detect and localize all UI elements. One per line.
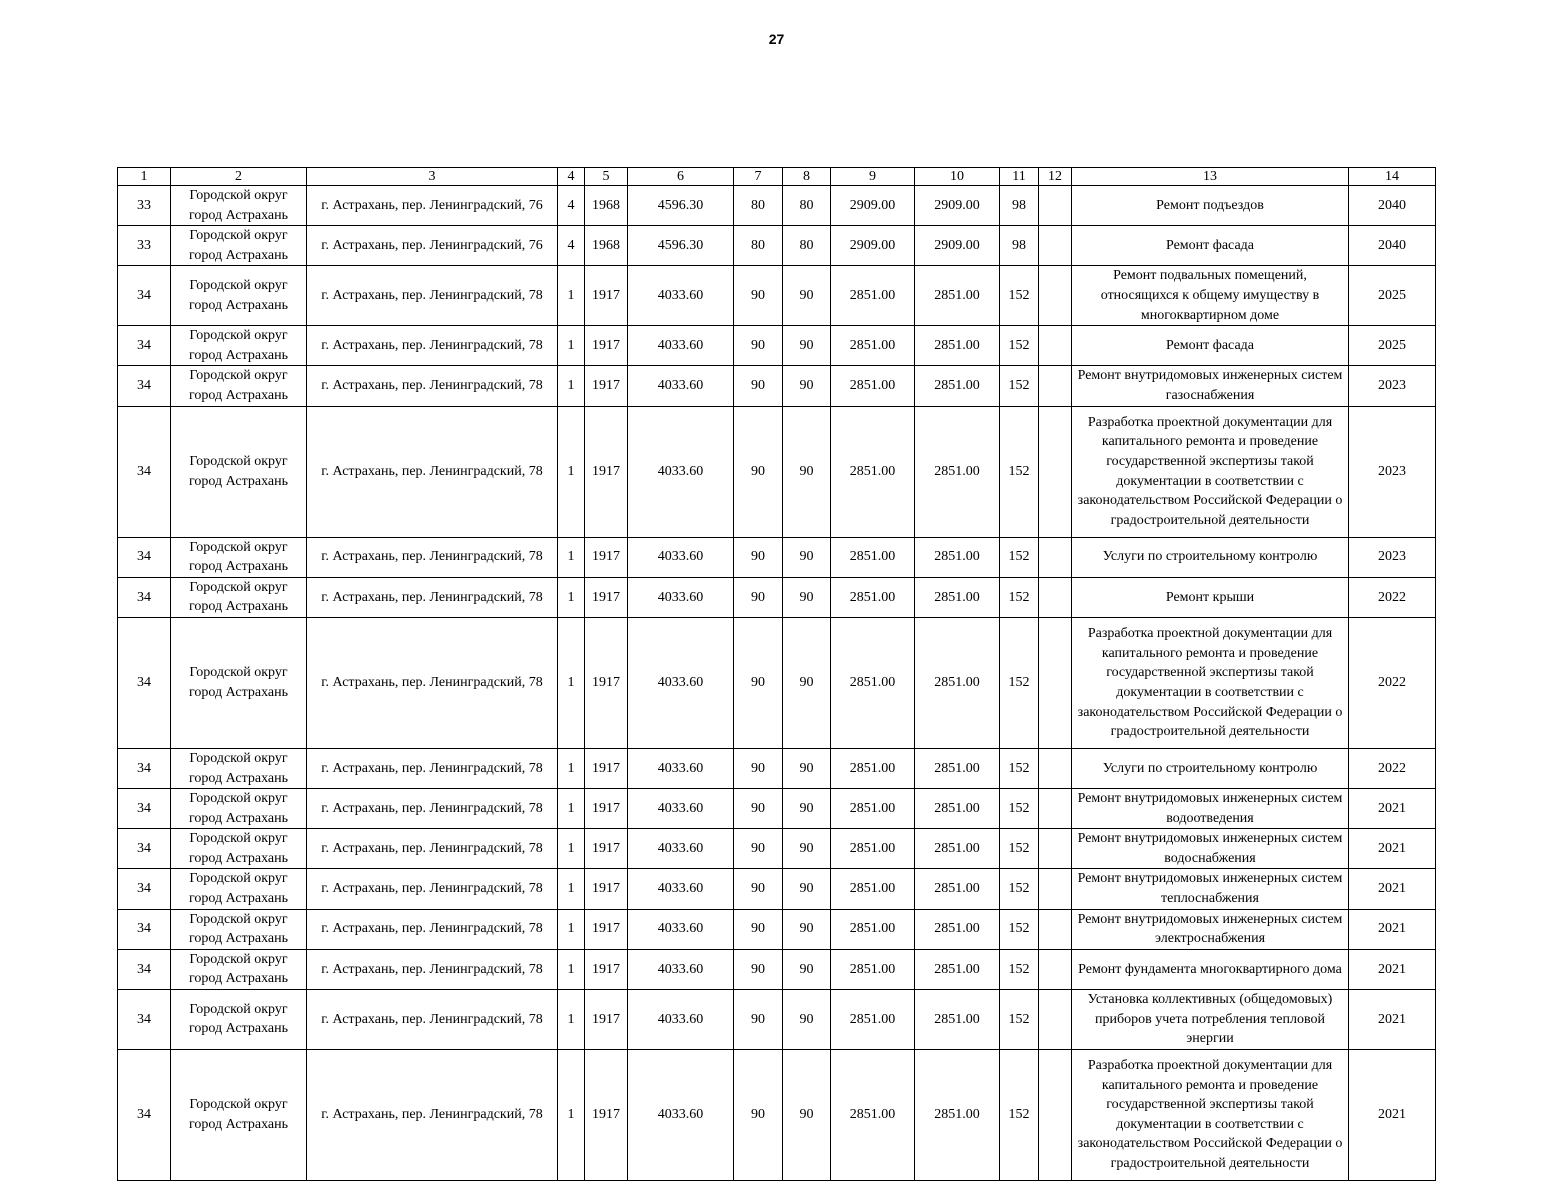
address-cell: г. Астрахань, пер. Ленинградский, 76 (307, 186, 558, 226)
municipality-cell: Городской округ город Астрахань (171, 226, 307, 266)
total-area-cell: 4033.60 (628, 366, 734, 406)
address-cell: г. Астрахань, пер. Ленинградский, 78 (307, 326, 558, 366)
floors-cell: 1 (558, 617, 585, 748)
owners-area-cell: 2851.00 (915, 537, 1000, 577)
residential-premises-cell: 90 (734, 949, 783, 989)
table-row (118, 366, 1436, 406)
year-cell: 1917 (585, 789, 628, 829)
total-area-cell: 4033.60 (628, 266, 734, 326)
living-area-cell: 2851.00 (831, 869, 915, 909)
municipality-cell: Городской округ город Астрахань (171, 869, 307, 909)
owners-area-cell: 2909.00 (915, 186, 1000, 226)
plan-year-cell: 2040 (1349, 186, 1436, 226)
empty-cell (1039, 366, 1072, 406)
empty-cell (1039, 617, 1072, 748)
owners-area-cell: 2851.00 (915, 829, 1000, 869)
column-number-row (118, 168, 1436, 186)
year-cell: 1917 (585, 748, 628, 788)
table-body (118, 168, 1436, 1181)
municipality-cell: Городской округ город Астрахань (171, 406, 307, 537)
apartments-cell: 90 (783, 990, 831, 1050)
owners-area-cell: 2851.00 (915, 869, 1000, 909)
table-row (118, 577, 1436, 617)
column-header: 14 (1349, 168, 1436, 186)
municipality-cell: Городской округ город Астрахань (171, 266, 307, 326)
total-area-cell: 4033.60 (628, 748, 734, 788)
work-type-cell: Ремонт внутридомовых инженерных систем газоснабжения (1072, 366, 1349, 406)
table-row (118, 748, 1436, 788)
total-area-cell: 4033.60 (628, 909, 734, 949)
municipality-cell: Городской округ город Астрахань (171, 577, 307, 617)
residents-cell: 152 (1000, 829, 1039, 869)
column-header: 4 (558, 168, 585, 186)
row-number-cell: 34 (118, 909, 171, 949)
floors-cell: 1 (558, 577, 585, 617)
plan-year-cell: 2040 (1349, 226, 1436, 266)
row-number-cell: 34 (118, 1049, 171, 1180)
row-number-cell: 34 (118, 869, 171, 909)
apartments-cell: 90 (783, 949, 831, 989)
column-header: 7 (734, 168, 783, 186)
plan-year-cell: 2021 (1349, 949, 1436, 989)
row-number-cell: 34 (118, 366, 171, 406)
row-number-cell: 34 (118, 990, 171, 1050)
table-row (118, 226, 1436, 266)
owners-area-cell: 2851.00 (915, 366, 1000, 406)
plan-year-cell: 2025 (1349, 326, 1436, 366)
apartments-cell: 90 (783, 366, 831, 406)
work-type-cell: Ремонт внутридомовых инженерных систем электроснабжения (1072, 909, 1349, 949)
address-cell: г. Астрахань, пер. Ленинградский, 78 (307, 266, 558, 326)
year-cell: 1917 (585, 366, 628, 406)
floors-cell: 4 (558, 186, 585, 226)
municipality-cell: Городской округ город Астрахань (171, 617, 307, 748)
plan-year-cell: 2021 (1349, 829, 1436, 869)
column-header: 12 (1039, 168, 1072, 186)
empty-cell (1039, 406, 1072, 537)
municipality-cell: Городской округ город Астрахань (171, 366, 307, 406)
floors-cell: 1 (558, 829, 585, 869)
residential-premises-cell: 90 (734, 789, 783, 829)
residential-premises-cell: 90 (734, 990, 783, 1050)
plan-year-cell: 2021 (1349, 909, 1436, 949)
living-area-cell: 2909.00 (831, 226, 915, 266)
living-area-cell: 2851.00 (831, 366, 915, 406)
empty-cell (1039, 829, 1072, 869)
plan-year-cell: 2022 (1349, 577, 1436, 617)
floors-cell: 1 (558, 990, 585, 1050)
plan-year-cell: 2022 (1349, 617, 1436, 748)
residential-premises-cell: 90 (734, 577, 783, 617)
residents-cell: 152 (1000, 366, 1039, 406)
municipality-cell: Городской округ город Астрахань (171, 949, 307, 989)
total-area-cell: 4033.60 (628, 949, 734, 989)
address-cell: г. Астрахань, пер. Ленинградский, 78 (307, 789, 558, 829)
living-area-cell: 2851.00 (831, 990, 915, 1050)
municipality-cell: Городской округ город Астрахань (171, 789, 307, 829)
apartments-cell: 90 (783, 869, 831, 909)
table-row (118, 909, 1436, 949)
column-header: 1 (118, 168, 171, 186)
address-cell: г. Астрахань, пер. Ленинградский, 78 (307, 406, 558, 537)
row-number-cell: 34 (118, 617, 171, 748)
address-cell: г. Астрахань, пер. Ленинградский, 78 (307, 869, 558, 909)
year-cell: 1917 (585, 577, 628, 617)
residential-premises-cell: 80 (734, 186, 783, 226)
residential-premises-cell: 90 (734, 366, 783, 406)
plan-year-cell: 2023 (1349, 537, 1436, 577)
owners-area-cell: 2851.00 (915, 789, 1000, 829)
column-header: 3 (307, 168, 558, 186)
residents-cell: 152 (1000, 406, 1039, 537)
table-row (118, 789, 1436, 829)
empty-cell (1039, 748, 1072, 788)
row-number-cell: 34 (118, 949, 171, 989)
floors-cell: 1 (558, 949, 585, 989)
apartments-cell: 90 (783, 1049, 831, 1180)
owners-area-cell: 2851.00 (915, 406, 1000, 537)
empty-cell (1039, 326, 1072, 366)
year-cell: 1968 (585, 186, 628, 226)
table-row (118, 266, 1436, 326)
apartments-cell: 80 (783, 226, 831, 266)
table-row (118, 186, 1436, 226)
floors-cell: 1 (558, 326, 585, 366)
residential-premises-cell: 90 (734, 748, 783, 788)
year-cell: 1917 (585, 869, 628, 909)
total-area-cell: 4033.60 (628, 537, 734, 577)
year-cell: 1917 (585, 266, 628, 326)
apartments-cell: 90 (783, 266, 831, 326)
residents-cell: 152 (1000, 909, 1039, 949)
work-type-cell: Разработка проектной документации для капитального ремонта и проведение государственной экспертизы такой документации в соответствии с законодательством Российской Федерации о градостроительной деятельности (1072, 617, 1349, 748)
work-type-cell: Ремонт внутридомовых инженерных систем водоснабжения (1072, 829, 1349, 869)
work-type-cell: Установка коллективных (общедомовых) приборов учета потребления тепловой энергии (1072, 990, 1349, 1050)
living-area-cell: 2851.00 (831, 537, 915, 577)
empty-cell (1039, 949, 1072, 989)
residents-cell: 152 (1000, 577, 1039, 617)
table-row (118, 829, 1436, 869)
total-area-cell: 4033.60 (628, 829, 734, 869)
work-type-cell: Ремонт подъездов (1072, 186, 1349, 226)
table-row (118, 1049, 1436, 1180)
municipality-cell: Городской округ город Астрахань (171, 990, 307, 1050)
apartments-cell: 90 (783, 577, 831, 617)
work-type-cell: Ремонт фасада (1072, 326, 1349, 366)
total-area-cell: 4596.30 (628, 186, 734, 226)
column-header: 10 (915, 168, 1000, 186)
work-type-cell: Ремонт внутридомовых инженерных систем водоотведения (1072, 789, 1349, 829)
row-number-cell: 34 (118, 266, 171, 326)
residents-cell: 152 (1000, 537, 1039, 577)
municipality-cell: Городской округ город Астрахань (171, 326, 307, 366)
floors-cell: 1 (558, 366, 585, 406)
plan-year-cell: 2021 (1349, 789, 1436, 829)
work-type-cell: Разработка проектной документации для капитального ремонта и проведение государственной экспертизы такой документации в соответствии с законодательством Российской Федерации о градостроительной деятельности (1072, 406, 1349, 537)
address-cell: г. Астрахань, пер. Ленинградский, 78 (307, 577, 558, 617)
row-number-cell: 34 (118, 748, 171, 788)
table-row (118, 326, 1436, 366)
apartments-cell: 90 (783, 748, 831, 788)
apartments-cell: 90 (783, 537, 831, 577)
apartments-cell: 90 (783, 789, 831, 829)
year-cell: 1917 (585, 406, 628, 537)
address-cell: г. Астрахань, пер. Ленинградский, 78 (307, 990, 558, 1050)
living-area-cell: 2851.00 (831, 748, 915, 788)
floors-cell: 1 (558, 406, 585, 537)
address-cell: г. Астрахань, пер. Ленинградский, 78 (307, 617, 558, 748)
living-area-cell: 2851.00 (831, 909, 915, 949)
plan-year-cell: 2022 (1349, 748, 1436, 788)
work-type-cell: Услуги по строительному контролю (1072, 748, 1349, 788)
living-area-cell: 2909.00 (831, 186, 915, 226)
municipality-cell: Городской округ город Астрахань (171, 186, 307, 226)
row-number-cell: 34 (118, 326, 171, 366)
total-area-cell: 4033.60 (628, 406, 734, 537)
work-type-cell: Ремонт внутридомовых инженерных систем теплоснабжения (1072, 869, 1349, 909)
residential-premises-cell: 90 (734, 537, 783, 577)
apartments-cell: 90 (783, 909, 831, 949)
living-area-cell: 2851.00 (831, 266, 915, 326)
empty-cell (1039, 789, 1072, 829)
plan-year-cell: 2021 (1349, 1049, 1436, 1180)
table-row (118, 537, 1436, 577)
work-type-cell: Разработка проектной документации для капитального ремонта и проведение государственной экспертизы такой документации в соответствии с законодательством Российской Федерации о градостроительной деятельности (1072, 1049, 1349, 1180)
row-number-cell: 34 (118, 829, 171, 869)
row-number-cell: 34 (118, 537, 171, 577)
living-area-cell: 2851.00 (831, 577, 915, 617)
owners-area-cell: 2851.00 (915, 990, 1000, 1050)
empty-cell (1039, 990, 1072, 1050)
table-row (118, 990, 1436, 1050)
plan-year-cell: 2025 (1349, 266, 1436, 326)
residential-premises-cell: 90 (734, 869, 783, 909)
total-area-cell: 4033.60 (628, 1049, 734, 1180)
municipality-cell: Городской округ город Астрахань (171, 748, 307, 788)
work-type-cell: Ремонт фасада (1072, 226, 1349, 266)
owners-area-cell: 2851.00 (915, 909, 1000, 949)
column-header: 13 (1072, 168, 1349, 186)
floors-cell: 1 (558, 748, 585, 788)
table-row (118, 869, 1436, 909)
year-cell: 1917 (585, 909, 628, 949)
residential-premises-cell: 80 (734, 226, 783, 266)
owners-area-cell: 2851.00 (915, 326, 1000, 366)
living-area-cell: 2851.00 (831, 789, 915, 829)
total-area-cell: 4596.30 (628, 226, 734, 266)
row-number-cell: 33 (118, 186, 171, 226)
year-cell: 1917 (585, 1049, 628, 1180)
floors-cell: 1 (558, 789, 585, 829)
residents-cell: 152 (1000, 266, 1039, 326)
residents-cell: 152 (1000, 869, 1039, 909)
year-cell: 1917 (585, 326, 628, 366)
residents-cell: 152 (1000, 748, 1039, 788)
address-cell: г. Астрахань, пер. Ленинградский, 76 (307, 226, 558, 266)
row-number-cell: 34 (118, 789, 171, 829)
column-header: 11 (1000, 168, 1039, 186)
row-number-cell: 34 (118, 406, 171, 537)
residents-cell: 152 (1000, 326, 1039, 366)
plan-year-cell: 2021 (1349, 869, 1436, 909)
floors-cell: 1 (558, 537, 585, 577)
owners-area-cell: 2851.00 (915, 577, 1000, 617)
address-cell: г. Астрахань, пер. Ленинградский, 78 (307, 748, 558, 788)
living-area-cell: 2851.00 (831, 326, 915, 366)
residents-cell: 152 (1000, 949, 1039, 989)
table-row (118, 949, 1436, 989)
address-cell: г. Астрахань, пер. Ленинградский, 78 (307, 909, 558, 949)
living-area-cell: 2851.00 (831, 949, 915, 989)
year-cell: 1917 (585, 829, 628, 869)
residents-cell: 98 (1000, 226, 1039, 266)
empty-cell (1039, 1049, 1072, 1180)
year-cell: 1917 (585, 990, 628, 1050)
year-cell: 1917 (585, 949, 628, 989)
residents-cell: 152 (1000, 1049, 1039, 1180)
total-area-cell: 4033.60 (628, 789, 734, 829)
floors-cell: 1 (558, 266, 585, 326)
municipality-cell: Городской округ город Астрахань (171, 1049, 307, 1180)
apartments-cell: 90 (783, 406, 831, 537)
total-area-cell: 4033.60 (628, 577, 734, 617)
residents-cell: 152 (1000, 617, 1039, 748)
apartments-cell: 90 (783, 326, 831, 366)
year-cell: 1917 (585, 617, 628, 748)
address-cell: г. Астрахань, пер. Ленинградский, 78 (307, 829, 558, 869)
plan-year-cell: 2021 (1349, 990, 1436, 1050)
total-area-cell: 4033.60 (628, 990, 734, 1050)
table-row (118, 406, 1436, 537)
empty-cell (1039, 186, 1072, 226)
floors-cell: 4 (558, 226, 585, 266)
residents-cell: 152 (1000, 990, 1039, 1050)
work-type-cell: Ремонт крыши (1072, 577, 1349, 617)
municipality-cell: Городской округ город Астрахань (171, 537, 307, 577)
row-number-cell: 33 (118, 226, 171, 266)
floors-cell: 1 (558, 909, 585, 949)
residents-cell: 152 (1000, 789, 1039, 829)
column-header: 9 (831, 168, 915, 186)
living-area-cell: 2851.00 (831, 829, 915, 869)
empty-cell (1039, 909, 1072, 949)
residential-premises-cell: 90 (734, 326, 783, 366)
address-cell: г. Астрахань, пер. Ленинградский, 78 (307, 537, 558, 577)
empty-cell (1039, 869, 1072, 909)
owners-area-cell: 2909.00 (915, 226, 1000, 266)
total-area-cell: 4033.60 (628, 869, 734, 909)
residential-premises-cell: 90 (734, 266, 783, 326)
address-cell: г. Астрахань, пер. Ленинградский, 78 (307, 949, 558, 989)
year-cell: 1917 (585, 537, 628, 577)
living-area-cell: 2851.00 (831, 617, 915, 748)
page-number: 27 (768, 31, 785, 47)
capital-repair-table (117, 167, 1436, 1181)
work-type-cell: Ремонт фундамента многоквартирного дома (1072, 949, 1349, 989)
residential-premises-cell: 90 (734, 1049, 783, 1180)
plan-year-cell: 2023 (1349, 406, 1436, 537)
plan-year-cell: 2023 (1349, 366, 1436, 406)
empty-cell (1039, 537, 1072, 577)
column-header: 6 (628, 168, 734, 186)
residents-cell: 98 (1000, 186, 1039, 226)
row-number-cell: 34 (118, 577, 171, 617)
municipality-cell: Городской округ город Астрахань (171, 909, 307, 949)
owners-area-cell: 2851.00 (915, 266, 1000, 326)
total-area-cell: 4033.60 (628, 326, 734, 366)
residential-premises-cell: 90 (734, 406, 783, 537)
owners-area-cell: 2851.00 (915, 949, 1000, 989)
living-area-cell: 2851.00 (831, 406, 915, 537)
year-cell: 1968 (585, 226, 628, 266)
empty-cell (1039, 266, 1072, 326)
apartments-cell: 80 (783, 186, 831, 226)
residential-premises-cell: 90 (734, 909, 783, 949)
address-cell: г. Астрахань, пер. Ленинградский, 78 (307, 366, 558, 406)
residential-premises-cell: 90 (734, 617, 783, 748)
work-type-cell: Ремонт подвальных помещений, относящихся к общему имуществу в многоквартирном доме (1072, 266, 1349, 326)
column-header: 5 (585, 168, 628, 186)
apartments-cell: 90 (783, 829, 831, 869)
column-header: 2 (171, 168, 307, 186)
owners-area-cell: 2851.00 (915, 1049, 1000, 1180)
floors-cell: 1 (558, 1049, 585, 1180)
residential-premises-cell: 90 (734, 829, 783, 869)
floors-cell: 1 (558, 869, 585, 909)
work-type-cell: Услуги по строительному контролю (1072, 537, 1349, 577)
owners-area-cell: 2851.00 (915, 617, 1000, 748)
municipality-cell: Городской округ город Астрахань (171, 829, 307, 869)
column-header: 8 (783, 168, 831, 186)
table-row (118, 617, 1436, 748)
empty-cell (1039, 226, 1072, 266)
apartments-cell: 90 (783, 617, 831, 748)
owners-area-cell: 2851.00 (915, 748, 1000, 788)
living-area-cell: 2851.00 (831, 1049, 915, 1180)
empty-cell (1039, 577, 1072, 617)
address-cell: г. Астрахань, пер. Ленинградский, 78 (307, 1049, 558, 1180)
total-area-cell: 4033.60 (628, 617, 734, 748)
